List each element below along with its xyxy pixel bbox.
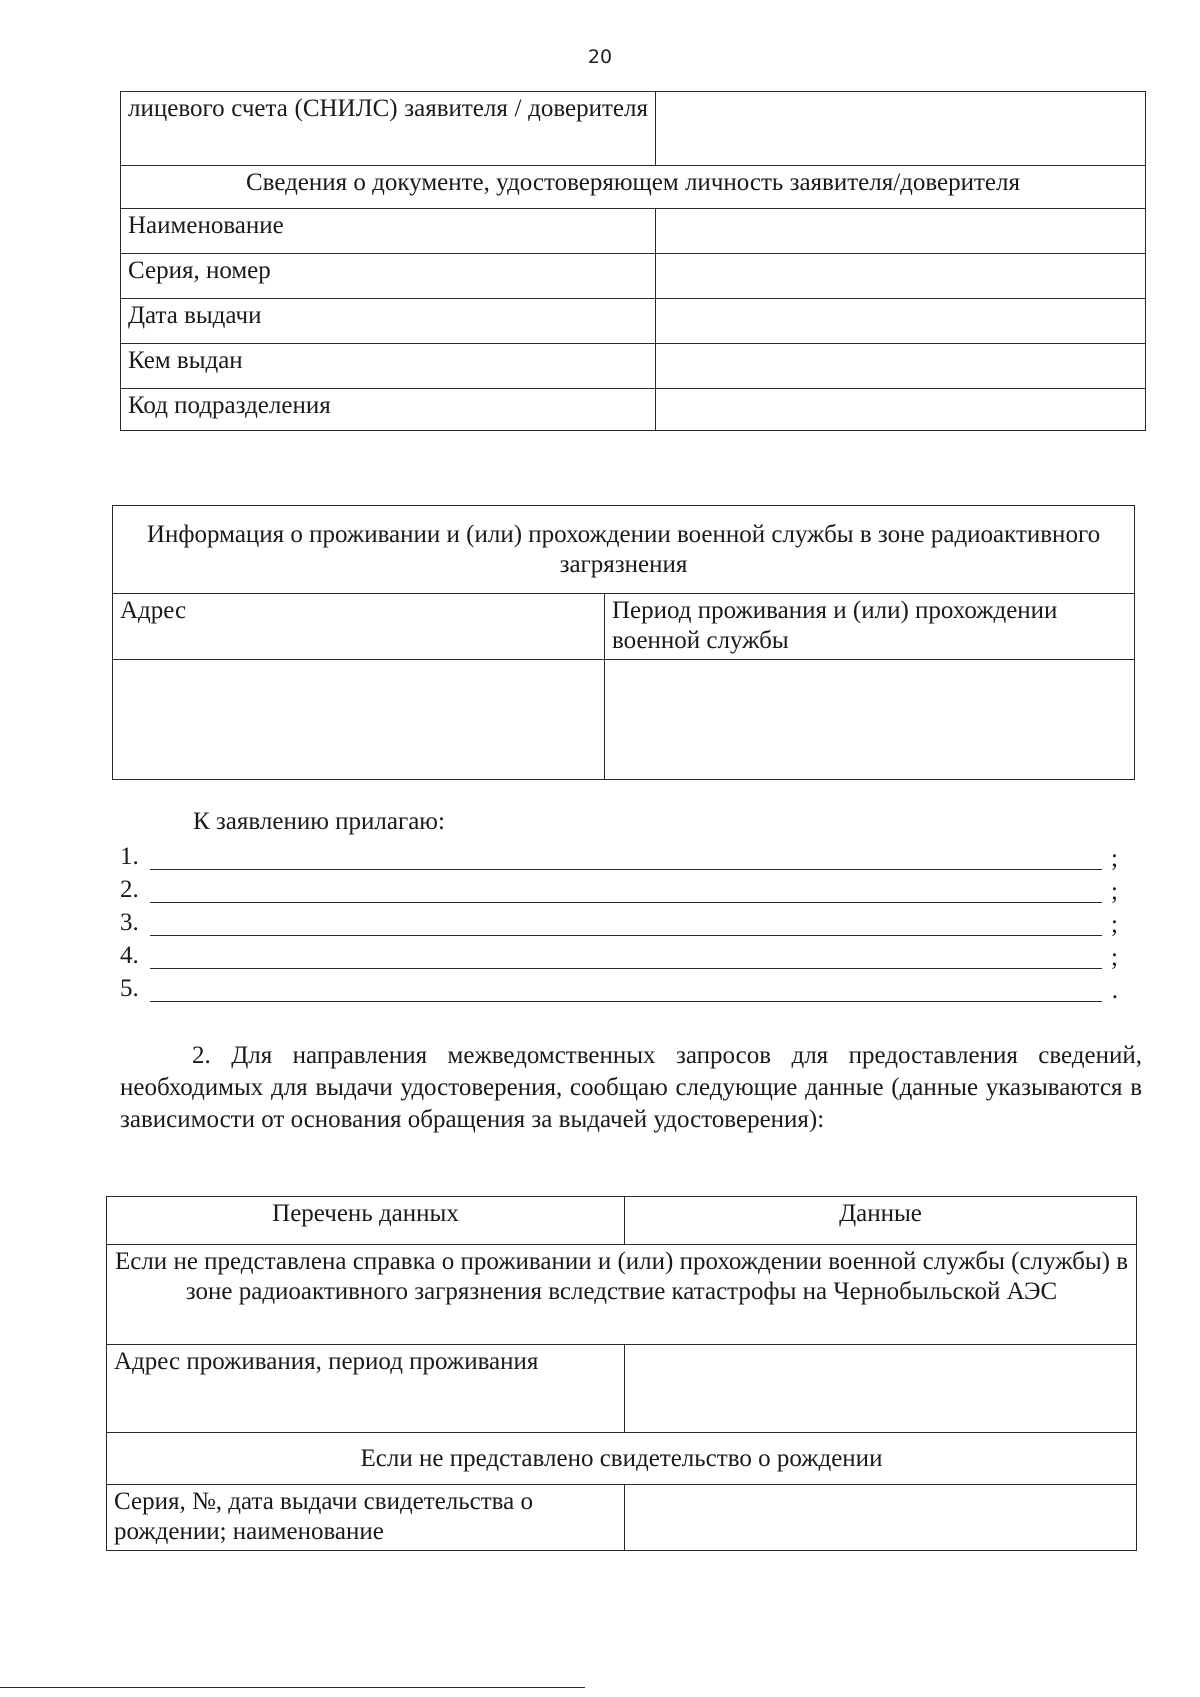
attachment-terminator: ; [1111,911,1118,938]
id-doc-value[interactable] [656,254,1146,299]
residence-header: Информация о проживании и (или) прохождении военной службы в зоне радиоактивного загрязнения [113,506,1135,594]
page-number: 20 [587,46,613,68]
data-row [107,1345,1137,1433]
attachment-terminator: ; [1111,845,1118,872]
data-section-heading: Если не представлено свидетельство о рождении [107,1433,1137,1485]
id-doc-row [121,389,1146,431]
id-doc-header-row [121,166,1146,209]
id-doc-label: Серия, номер [121,254,656,299]
id-doc-value[interactable] [656,389,1146,431]
footnote-rule [0,1687,585,1688]
attachment-item [120,842,1120,875]
data-row-value[interactable] [625,1485,1137,1551]
id-doc-value[interactable] [656,299,1146,344]
id-doc-row [121,299,1146,344]
snils-value[interactable] [656,92,1146,166]
id-doc-label: Код подразделения [121,389,656,431]
attachment-item [120,941,1120,974]
data-row [107,1485,1137,1551]
paragraph-2 [120,1040,1142,1136]
data-section-heading: Если не представлена справка о проживании и (или) прохождении военной службы (службы) в зоне радиоактивного загрязнения вследствие катастрофы на Чернобыльской АЭС [107,1245,1137,1345]
id-doc-header: Сведения о документе, удостоверяющем личность заявителя/доверителя [121,166,1146,209]
attachment-number: 4. [120,942,139,969]
attachment-number: 1. [120,843,139,870]
attachment-terminator: ; [1111,878,1118,905]
id-doc-row [121,209,1146,254]
attachment-item [120,974,1120,1007]
attachment-blank-line[interactable] [150,902,1102,903]
data-row-label: Серия, №, дата выдачи свидетельства о рождении; наименование [107,1485,625,1551]
attachments-heading: К заявлению прилагаю: [193,808,445,835]
residence-header-row [113,506,1135,594]
address-value[interactable] [113,660,605,780]
data-section-row [107,1433,1137,1485]
attachment-terminator: . [1111,977,1118,1004]
data-row-value[interactable] [625,1345,1137,1433]
attachment-item [120,875,1120,908]
applicant-info-table [120,91,1146,431]
id-doc-label: Наименование [121,209,656,254]
data-list-column-label: Перечень данных [107,1197,625,1245]
paragraph-2-text: 2. Для направления межведомственных запросов для предоставления сведений, необходимых для выдачи удостоверения, сообщаю следующие данные (данные указываются в зависимости от основания обращения за выдачей удостоверения): [120,1042,1142,1133]
attachment-blank-line[interactable] [150,935,1102,936]
attachments-list [120,842,1120,1007]
data-list-table [106,1196,1137,1551]
residence-info-table [112,505,1135,780]
data-row-label: Адрес проживания, период проживания [107,1345,625,1433]
id-doc-label: Дата выдачи [121,299,656,344]
attachment-number: 3. [120,909,139,936]
snils-row [121,92,1146,166]
id-doc-label: Кем выдан [121,344,656,389]
residence-entry-row [113,660,1135,780]
id-doc-value[interactable] [656,344,1146,389]
id-doc-row [121,254,1146,299]
snils-label: лицевого счета (СНИЛС) заявителя / доверителя [121,92,656,166]
data-section-row [107,1245,1137,1345]
attachment-number: 2. [120,876,139,903]
period-value[interactable] [605,660,1135,780]
residence-columns-row [113,594,1135,660]
id-doc-value[interactable] [656,209,1146,254]
attachment-blank-line[interactable] [150,1001,1102,1002]
attachment-blank-line[interactable] [150,968,1102,969]
data-column-label: Данные [625,1197,1137,1245]
period-column-label: Период проживания и (или) прохождении военной службы [605,594,1135,660]
attachment-item [120,908,1120,941]
data-table-header-row [107,1197,1137,1245]
attachment-blank-line[interactable] [150,869,1102,870]
attachment-number: 5. [120,975,139,1002]
address-column-label: Адрес [113,594,605,660]
id-doc-row [121,344,1146,389]
attachment-terminator: ; [1111,944,1118,971]
